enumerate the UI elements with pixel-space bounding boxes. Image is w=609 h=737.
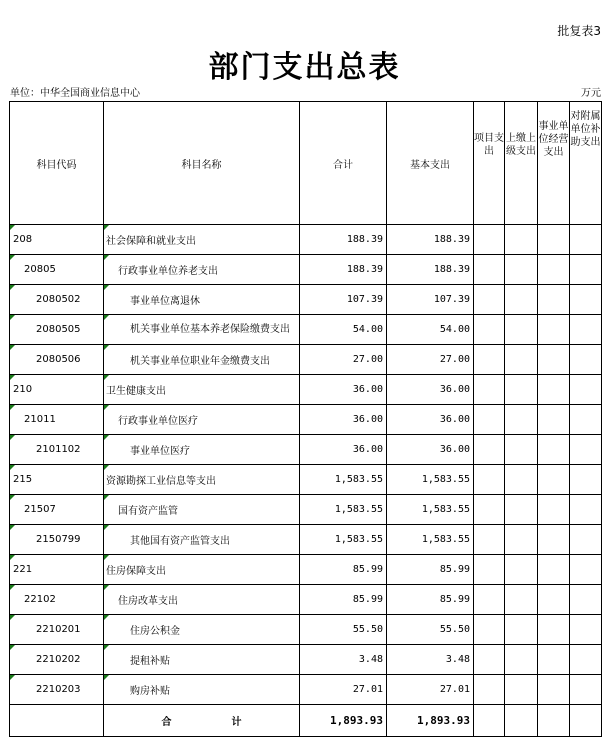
row-upper	[505, 555, 538, 585]
row-name: 其他国有资产监管支出	[104, 525, 300, 555]
row-business	[538, 465, 570, 495]
row-basic: 36.00	[387, 435, 474, 465]
row-name: 住房改革支出	[104, 585, 300, 615]
total-amount: 1,893.93	[300, 705, 387, 737]
table-row	[10, 585, 602, 615]
row-upper	[505, 465, 538, 495]
row-subsidy	[570, 525, 602, 555]
row-basic: 85.99	[387, 585, 474, 615]
page-title: 部门支出总表	[208, 50, 401, 85]
row-upper	[505, 315, 538, 345]
table-row	[10, 615, 602, 645]
row-total: 188.39	[300, 225, 387, 255]
table-row	[10, 525, 602, 555]
row-business	[538, 255, 570, 285]
row-code: 21011	[10, 405, 104, 435]
total-label-b: 计	[231, 717, 242, 728]
row-total: 55.50	[300, 615, 387, 645]
row-code: 21507	[10, 495, 104, 525]
row-total: 1,583.55	[300, 525, 387, 555]
row-code: 208	[10, 225, 104, 255]
header-code: 科目代码	[10, 102, 104, 225]
row-name: 事业单位离退休	[104, 285, 300, 315]
header-project: 项目支出	[474, 102, 505, 225]
row-basic: 1,583.55	[387, 495, 474, 525]
row-basic: 54.00	[387, 315, 474, 345]
header-basic: 基本支出	[387, 102, 474, 225]
row-code: 2080502	[10, 285, 104, 315]
row-upper	[505, 345, 538, 375]
total-basic: 1,893.93	[387, 705, 474, 737]
row-subsidy	[570, 495, 602, 525]
row-basic: 55.50	[387, 615, 474, 645]
table-row	[10, 675, 602, 705]
row-code: 22102	[10, 585, 104, 615]
row-total: 36.00	[300, 405, 387, 435]
total-label	[104, 705, 300, 737]
row-total: 27.00	[300, 345, 387, 375]
row-business	[538, 645, 570, 675]
row-name: 卫生健康支出	[104, 375, 300, 405]
row-name: 机关事业单位基本养老保险缴费支出	[104, 315, 300, 345]
row-subsidy	[570, 585, 602, 615]
row-name: 国有资产监管	[104, 495, 300, 525]
row-upper	[505, 495, 538, 525]
row-total: 85.99	[300, 585, 387, 615]
header-row	[10, 102, 602, 225]
row-business	[538, 615, 570, 645]
row-business	[538, 675, 570, 705]
header-total: 合计	[300, 102, 387, 225]
row-project	[474, 375, 505, 405]
total-code-cell	[10, 705, 104, 737]
row-basic: 27.00	[387, 345, 474, 375]
row-business	[538, 555, 570, 585]
row-code: 2210203	[10, 675, 104, 705]
row-code: 210	[10, 375, 104, 405]
table-row	[10, 465, 602, 495]
row-subsidy	[570, 555, 602, 585]
table-row	[10, 375, 602, 405]
row-business	[538, 285, 570, 315]
row-subsidy	[570, 465, 602, 495]
row-basic: 188.39	[387, 255, 474, 285]
row-basic: 1,583.55	[387, 465, 474, 495]
row-upper	[505, 225, 538, 255]
row-basic: 36.00	[387, 375, 474, 405]
table-row	[10, 645, 602, 675]
row-business	[538, 495, 570, 525]
row-project	[474, 585, 505, 615]
row-subsidy	[570, 285, 602, 315]
table-row	[10, 405, 602, 435]
row-basic: 3.48	[387, 645, 474, 675]
row-project	[474, 345, 505, 375]
row-code: 2101102	[10, 435, 104, 465]
row-project	[474, 555, 505, 585]
row-project	[474, 615, 505, 645]
row-code: 2210202	[10, 645, 104, 675]
row-total: 1,583.55	[300, 465, 387, 495]
row-project	[474, 405, 505, 435]
row-project	[474, 225, 505, 255]
table-row	[10, 345, 602, 375]
total-row	[10, 705, 602, 737]
row-project	[474, 675, 505, 705]
row-name: 住房保障支出	[104, 555, 300, 585]
row-name: 社会保障和就业支出	[104, 225, 300, 255]
expenditure-table	[9, 101, 602, 737]
row-business	[538, 375, 570, 405]
row-subsidy	[570, 345, 602, 375]
row-code: 221	[10, 555, 104, 585]
currency-label: 万元	[581, 88, 601, 99]
row-name: 行政事业单位医疗	[104, 405, 300, 435]
row-code: 2150799	[10, 525, 104, 555]
header-business: 事业单位经营支出	[538, 102, 570, 225]
row-subsidy	[570, 675, 602, 705]
row-business	[538, 585, 570, 615]
row-business	[538, 315, 570, 345]
row-name: 提租补贴	[104, 645, 300, 675]
row-subsidy	[570, 405, 602, 435]
row-basic: 1,583.55	[387, 525, 474, 555]
row-code: 2210201	[10, 615, 104, 645]
row-name: 行政事业单位养老支出	[104, 255, 300, 285]
row-name: 住房公积金	[104, 615, 300, 645]
row-upper	[505, 645, 538, 675]
unit-label: 单位：中华全国商业信息中心	[10, 88, 140, 99]
row-upper	[505, 405, 538, 435]
header-subsidy: 对附属单位补助支出	[570, 102, 602, 225]
row-basic: 107.39	[387, 285, 474, 315]
row-business	[538, 435, 570, 465]
table-row	[10, 555, 602, 585]
row-basic: 85.99	[387, 555, 474, 585]
row-subsidy	[570, 645, 602, 675]
row-subsidy	[570, 255, 602, 285]
row-upper	[505, 675, 538, 705]
total-project	[474, 705, 505, 737]
row-basic: 27.01	[387, 675, 474, 705]
row-subsidy	[570, 315, 602, 345]
row-basic: 36.00	[387, 405, 474, 435]
row-subsidy	[570, 435, 602, 465]
table-row	[10, 225, 602, 255]
row-upper	[505, 375, 538, 405]
row-subsidy	[570, 615, 602, 645]
row-total: 1,583.55	[300, 495, 387, 525]
total-business	[538, 705, 570, 737]
row-total: 27.01	[300, 675, 387, 705]
row-total: 54.00	[300, 315, 387, 345]
row-project	[474, 285, 505, 315]
table-row	[10, 255, 602, 285]
row-code: 2080506	[10, 345, 104, 375]
row-total: 3.48	[300, 645, 387, 675]
row-name: 机关事业单位职业年金缴费支出	[104, 345, 300, 375]
row-business	[538, 405, 570, 435]
total-label-a: 合	[161, 717, 172, 728]
row-total: 85.99	[300, 555, 387, 585]
row-total: 107.39	[300, 285, 387, 315]
row-project	[474, 645, 505, 675]
row-business	[538, 225, 570, 255]
row-name: 事业单位医疗	[104, 435, 300, 465]
table-body	[10, 225, 602, 705]
row-upper	[505, 615, 538, 645]
row-subsidy	[570, 375, 602, 405]
row-upper	[505, 525, 538, 555]
row-upper	[505, 585, 538, 615]
table-row	[10, 495, 602, 525]
row-basic: 188.39	[387, 225, 474, 255]
row-code: 2080505	[10, 315, 104, 345]
table-row	[10, 435, 602, 465]
row-upper	[505, 285, 538, 315]
header-upper: 上缴上级支出	[505, 102, 538, 225]
row-project	[474, 465, 505, 495]
row-name: 资源勘探工业信息等支出	[104, 465, 300, 495]
row-business	[538, 525, 570, 555]
row-project	[474, 255, 505, 285]
row-upper	[505, 435, 538, 465]
total-upper	[505, 705, 538, 737]
row-project	[474, 495, 505, 525]
table-row	[10, 285, 602, 315]
row-business	[538, 345, 570, 375]
header-name: 科目名称	[104, 102, 300, 225]
row-project	[474, 525, 505, 555]
row-upper	[505, 255, 538, 285]
row-code: 20805	[10, 255, 104, 285]
row-subsidy	[570, 225, 602, 255]
row-code: 215	[10, 465, 104, 495]
table-row	[10, 315, 602, 345]
row-project	[474, 315, 505, 345]
row-total: 36.00	[300, 375, 387, 405]
row-total: 188.39	[300, 255, 387, 285]
row-name: 购房补贴	[104, 675, 300, 705]
table-reference-label: 批复表3	[557, 24, 601, 38]
row-total: 36.00	[300, 435, 387, 465]
row-project	[474, 435, 505, 465]
total-subsidy	[570, 705, 602, 737]
